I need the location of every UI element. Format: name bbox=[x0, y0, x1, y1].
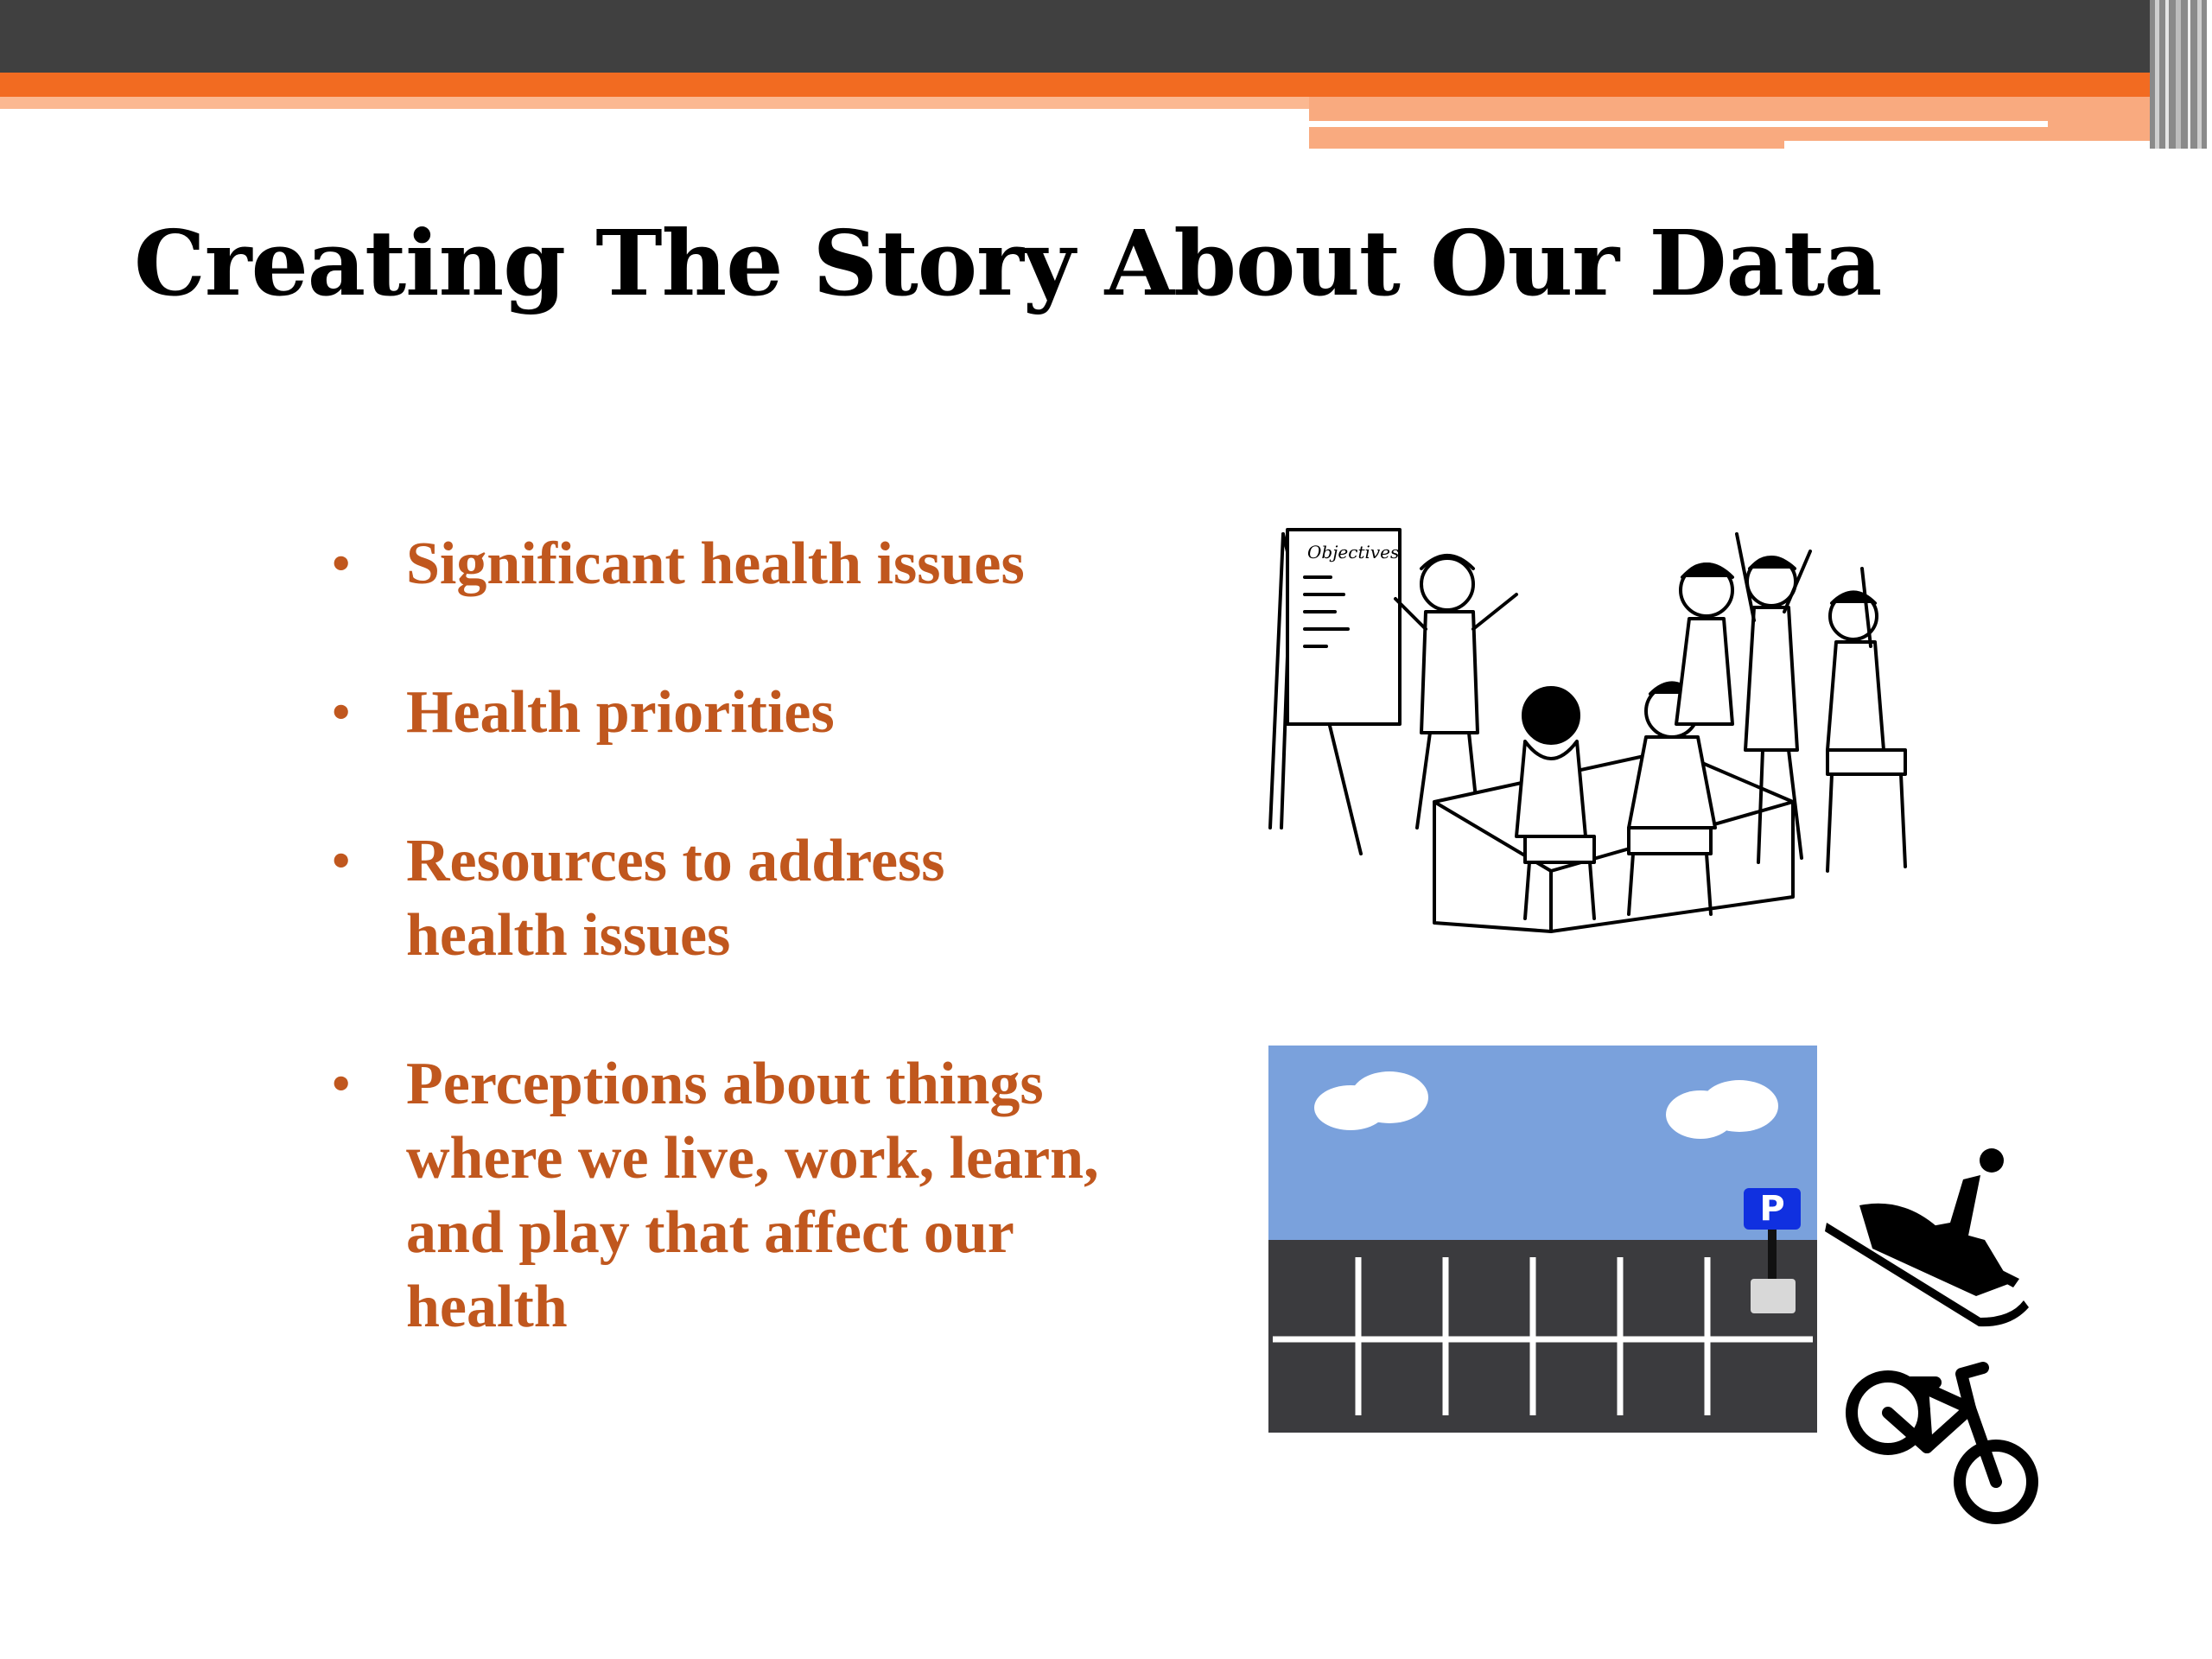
parking-sign-label: P bbox=[1759, 1189, 1785, 1229]
bullet-item bbox=[328, 1047, 1106, 1344]
meeting-cartoon-icon bbox=[1266, 517, 1918, 936]
bullet-item bbox=[328, 824, 1106, 973]
bullet-marker: • bbox=[328, 838, 354, 885]
sky bbox=[1268, 1046, 1817, 1240]
bullet-text: Perceptions about things where we live, work, learn, and play that affect our health bbox=[406, 1051, 1099, 1340]
bullet-text: Significant health issues bbox=[406, 531, 1025, 597]
board-label: Objectives bbox=[1307, 542, 1400, 563]
bicycle-icon bbox=[1840, 1352, 2039, 1532]
bullet-list bbox=[328, 527, 1106, 1344]
accent-band-soft bbox=[0, 97, 1309, 109]
bullet-marker: • bbox=[328, 690, 354, 736]
bullet-marker: • bbox=[328, 541, 354, 588]
top-bar bbox=[0, 0, 2212, 73]
bullet-item bbox=[328, 527, 1106, 601]
bullet-text: Resources to address health issues bbox=[406, 828, 945, 969]
slide-title: Creating The Story About Our Data bbox=[134, 210, 1882, 316]
bullet-text: Health priorities bbox=[406, 679, 835, 746]
edge-stripes bbox=[2150, 0, 2212, 149]
accent-line-short bbox=[1784, 141, 2212, 149]
bullet-item bbox=[328, 676, 1106, 750]
parking-lot-icon bbox=[1268, 1046, 1817, 1433]
accent-band bbox=[0, 73, 2212, 97]
snowmobile-icon bbox=[1825, 1145, 2032, 1328]
accent-line bbox=[1309, 121, 2048, 127]
bullet-marker: • bbox=[328, 1061, 354, 1108]
